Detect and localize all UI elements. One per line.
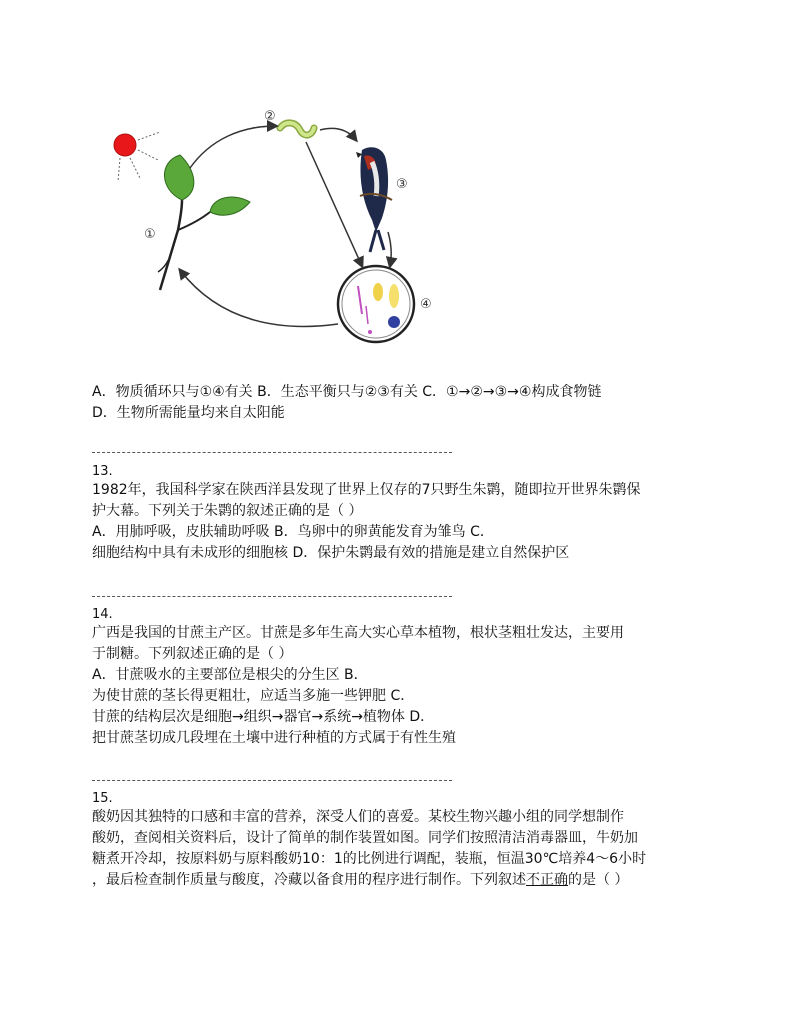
question-14 xyxy=(92,607,712,749)
arrow-bird-to-decomposer xyxy=(388,232,391,266)
caterpillar-icon xyxy=(280,123,314,135)
label-bird: ③ xyxy=(396,177,408,192)
q12-options-line-1: A．物质循环只与①④有关 B．生态平衡只与②③有关 C．①→②→③→④构成食物链 xyxy=(92,384,602,400)
arrow-caterpillar-to-bird xyxy=(320,128,356,140)
divider xyxy=(92,780,452,781)
question-14-options-line-3: 甘蔗的结构层次是细胞→组织→器官→系统→植物体 D． xyxy=(92,709,435,725)
question-13-options-line-1: A．用肺呼吸，皮肤辅助呼吸 B．鸟卵中的卵黄能发育为雏鸟 C． xyxy=(92,524,494,540)
arrow-decomposer-to-plant xyxy=(180,270,338,326)
question-15-stem-line-4-a: ，最后检查制作质量与酸度，冷藏以备食用的程序进行制作。下列叙述 xyxy=(92,872,526,888)
question-13-stem-line-1: 1982年，我国科学家在陕西洋县发现了世界上仅存的7只野生朱鹮，随即拉开世界朱鹮保 xyxy=(92,482,641,498)
question-15-stem-line-4 xyxy=(92,870,712,891)
question-15-stem-line-4-b: 的是（ ） xyxy=(568,872,629,888)
label-caterpillar: ② xyxy=(264,109,276,124)
question-14-number: 14. xyxy=(92,607,113,622)
divider xyxy=(92,596,452,597)
sun-icon xyxy=(114,132,160,182)
decomposer-magnifier-icon xyxy=(338,266,414,342)
question-13-number: 13. xyxy=(92,464,113,479)
question-15-stem-line-3: 糖煮开冷却，按原料奶与原料酸奶10：1的比例进行调配，装瓶，恒温30℃培养4～6小时 xyxy=(92,851,647,867)
question-15-stem-line-1: 酸奶因其独特的口感和丰富的营养，深受人们的喜爱。某校生物兴趣小组的同学想制作 xyxy=(92,809,624,825)
arrow-caterpillar-to-decomposer xyxy=(306,142,362,266)
ecosystem-diagram xyxy=(100,100,460,350)
arrow-plant-to-caterpillar xyxy=(190,126,276,168)
q12-options-line-2: D．生物所需能量均来自太阳能 xyxy=(92,405,285,421)
divider xyxy=(92,452,452,453)
question-13-stem-line-2: 护大幕。下列关于朱鹮的叙述正确的是（ ） xyxy=(92,503,363,519)
question-13 xyxy=(92,464,712,564)
question-15 xyxy=(92,791,712,891)
q12-options xyxy=(92,382,712,424)
question-14-options-line-2: 为使甘蔗的茎长得更粗壮，应适当多施一些钾肥 C． xyxy=(92,688,415,704)
plant-icon xyxy=(158,155,250,290)
question-14-stem-line-2: 于制糖。下列叙述正确的是（ ） xyxy=(92,646,293,662)
question-15-number: 15. xyxy=(92,791,113,806)
question-14-options-line-4: 把甘蔗茎切成几段埋在土壤中进行种植的方式属于有性生殖 xyxy=(92,730,456,746)
question-15-stem-line-2: 酸奶，查阅相关资料后，设计了简单的制作装置如图。同学们按照清洁消毒器皿，牛奶加 xyxy=(92,830,638,846)
label-plant: ① xyxy=(144,227,156,242)
label-decomposer: ④ xyxy=(420,297,432,312)
question-14-stem-line-1: 广西是我国的甘蔗主产区。甘蔗是多年生高大实心草本植物，根状茎粗壮发达，主要用 xyxy=(92,625,624,641)
bird-icon xyxy=(356,147,392,252)
question-14-options-line-1: A．甘蔗吸水的主要部位是根尖的分生区 B． xyxy=(92,667,368,683)
question-13-options-line-2: 细胞结构中具有未成形的细胞核 D．保护朱鹮最有效的措施是建立自然保护区 xyxy=(92,545,570,561)
question-15-underlined-word: 不正确 xyxy=(526,872,568,888)
